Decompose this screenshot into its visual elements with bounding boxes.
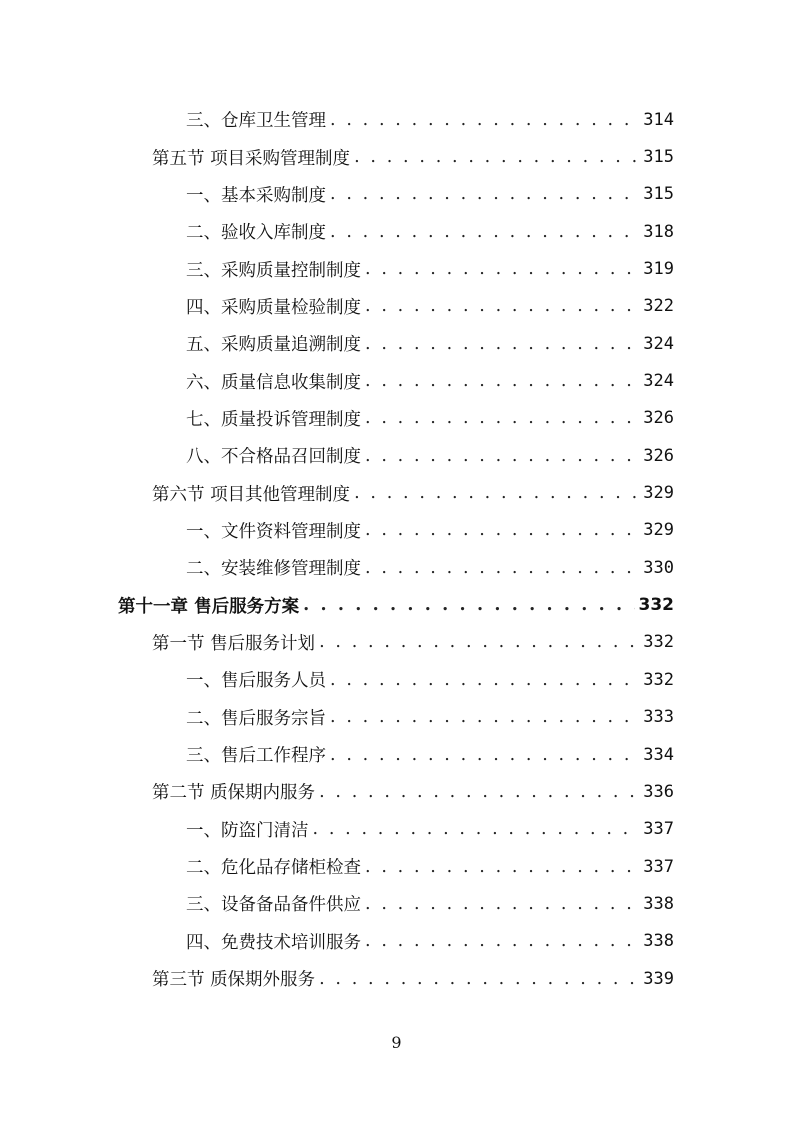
toc-entry-label: 一、文件资料管理制度 bbox=[186, 521, 361, 542]
toc-entry-label: 四、采购质量检验制度 bbox=[186, 297, 361, 318]
toc-dot-leader bbox=[365, 408, 639, 428]
toc-entry[interactable] bbox=[118, 960, 674, 997]
toc-entry[interactable] bbox=[118, 773, 674, 810]
toc-entry[interactable] bbox=[118, 101, 674, 138]
toc-entry-label: 二、安装维修管理制度 bbox=[186, 559, 361, 580]
toc-dot-leader bbox=[330, 745, 639, 765]
toc-entry[interactable] bbox=[118, 624, 674, 661]
toc-entry-label: 第十一章 售后服务方案 bbox=[118, 596, 300, 617]
toc-entry-page: 326 bbox=[643, 408, 674, 429]
toc-entry-page: 337 bbox=[643, 819, 674, 840]
toc-dot-leader bbox=[330, 222, 639, 242]
toc-entry-page: 332 bbox=[643, 669, 674, 690]
toc-entry-page: 337 bbox=[643, 856, 674, 877]
toc-entry-page: 336 bbox=[643, 781, 674, 802]
toc-entry-label: 第六节 项目其他管理制度 bbox=[152, 484, 351, 505]
toc-entry-label: 六、质量信息收集制度 bbox=[186, 372, 361, 393]
toc-dot-leader bbox=[365, 894, 639, 914]
toc-entry[interactable] bbox=[118, 923, 674, 960]
toc-dot-leader bbox=[319, 782, 639, 802]
toc-entry-label: 第一节 售后服务计划 bbox=[152, 633, 316, 654]
toc-entry-page: 333 bbox=[643, 707, 674, 728]
toc-entry[interactable] bbox=[118, 325, 674, 362]
toc-entry[interactable] bbox=[118, 176, 674, 213]
toc-dot-leader bbox=[365, 296, 639, 316]
toc-dot-leader bbox=[303, 595, 634, 615]
toc-dot-leader bbox=[319, 969, 639, 989]
toc-entry[interactable] bbox=[118, 213, 674, 250]
toc-entry-page: 339 bbox=[643, 968, 674, 989]
toc-entry-label: 第二节 质保期内服务 bbox=[152, 783, 316, 804]
toc-entry-label: 五、采购质量追溯制度 bbox=[186, 335, 361, 356]
toc-dot-leader bbox=[330, 670, 639, 690]
toc-dot-leader bbox=[365, 334, 639, 354]
toc-entry-label: 三、仓库卫生管理 bbox=[186, 111, 326, 132]
toc-entry-page: 315 bbox=[643, 184, 674, 205]
toc-entry-page: 338 bbox=[643, 893, 674, 914]
toc-entry-page: 319 bbox=[643, 259, 674, 280]
toc-dot-leader bbox=[354, 483, 639, 503]
toc-dot-leader bbox=[330, 110, 639, 130]
toc-entry[interactable] bbox=[118, 811, 674, 848]
toc-entry-label: 第三节 质保期外服务 bbox=[152, 970, 316, 991]
toc-entry-page: 314 bbox=[643, 109, 674, 130]
toc-entry-label: 二、售后服务宗旨 bbox=[186, 708, 326, 729]
toc-entry[interactable] bbox=[118, 885, 674, 922]
toc-entry-page: 329 bbox=[643, 483, 674, 504]
toc-dot-leader bbox=[365, 259, 639, 279]
toc-entry[interactable] bbox=[118, 699, 674, 736]
toc-entry-page: 326 bbox=[643, 445, 674, 466]
toc-entry[interactable] bbox=[118, 736, 674, 773]
toc-dot-leader bbox=[330, 184, 639, 204]
toc-entry[interactable] bbox=[118, 288, 674, 325]
toc-entry-page: 330 bbox=[643, 557, 674, 578]
toc-entry[interactable] bbox=[118, 362, 674, 399]
toc-dot-leader bbox=[365, 371, 639, 391]
toc-entry-label: 三、采购质量控制制度 bbox=[186, 260, 361, 281]
toc-entry-label: 一、基本采购制度 bbox=[186, 185, 326, 206]
toc-entry-page: 332 bbox=[638, 595, 674, 616]
toc-entry-label: 三、设备备品备件供应 bbox=[186, 895, 361, 916]
toc-entry[interactable] bbox=[118, 586, 674, 623]
table-of-contents bbox=[118, 101, 674, 997]
toc-entry-page: 315 bbox=[643, 147, 674, 168]
toc-entry-page: 318 bbox=[643, 221, 674, 242]
toc-dot-leader bbox=[365, 931, 639, 951]
toc-dot-leader bbox=[330, 707, 639, 727]
toc-entry[interactable] bbox=[118, 437, 674, 474]
toc-entry-label: 七、质量投诉管理制度 bbox=[186, 409, 361, 430]
toc-entry-label: 三、售后工作程序 bbox=[186, 746, 326, 767]
toc-entry-page: 338 bbox=[643, 931, 674, 952]
toc-entry[interactable] bbox=[118, 474, 674, 511]
toc-entry-label: 二、验收入库制度 bbox=[186, 223, 326, 244]
toc-entry-label: 四、免费技术培训服务 bbox=[186, 932, 361, 953]
toc-entry-label: 八、不合格品召回制度 bbox=[186, 447, 361, 468]
toc-entry-page: 324 bbox=[643, 333, 674, 354]
toc-entry[interactable] bbox=[118, 250, 674, 287]
toc-entry-page: 324 bbox=[643, 371, 674, 392]
page-number: 9 bbox=[391, 1033, 402, 1052]
toc-dot-leader bbox=[365, 520, 639, 540]
toc-dot-leader bbox=[365, 558, 639, 578]
toc-entry-page: 322 bbox=[643, 296, 674, 317]
toc-dot-leader bbox=[365, 446, 639, 466]
toc-dot-leader bbox=[365, 857, 639, 877]
toc-entry-label: 一、售后服务人员 bbox=[186, 671, 326, 692]
toc-dot-leader bbox=[319, 632, 639, 652]
toc-entry-label: 第五节 项目采购管理制度 bbox=[152, 148, 351, 169]
toc-entry-page: 329 bbox=[643, 520, 674, 541]
toc-entry[interactable] bbox=[118, 661, 674, 698]
toc-entry[interactable] bbox=[118, 400, 674, 437]
toc-dot-leader bbox=[313, 819, 640, 839]
toc-entry[interactable] bbox=[118, 848, 674, 885]
toc-entry[interactable] bbox=[118, 512, 674, 549]
toc-entry-label: 二、危化品存储柜检查 bbox=[186, 858, 361, 879]
toc-dot-leader bbox=[354, 147, 639, 167]
toc-entry-page: 334 bbox=[643, 744, 674, 765]
toc-entry-page: 332 bbox=[643, 632, 674, 653]
toc-entry-label: 一、防盗门清洁 bbox=[186, 820, 309, 841]
toc-entry[interactable] bbox=[118, 138, 674, 175]
toc-entry[interactable] bbox=[118, 549, 674, 586]
